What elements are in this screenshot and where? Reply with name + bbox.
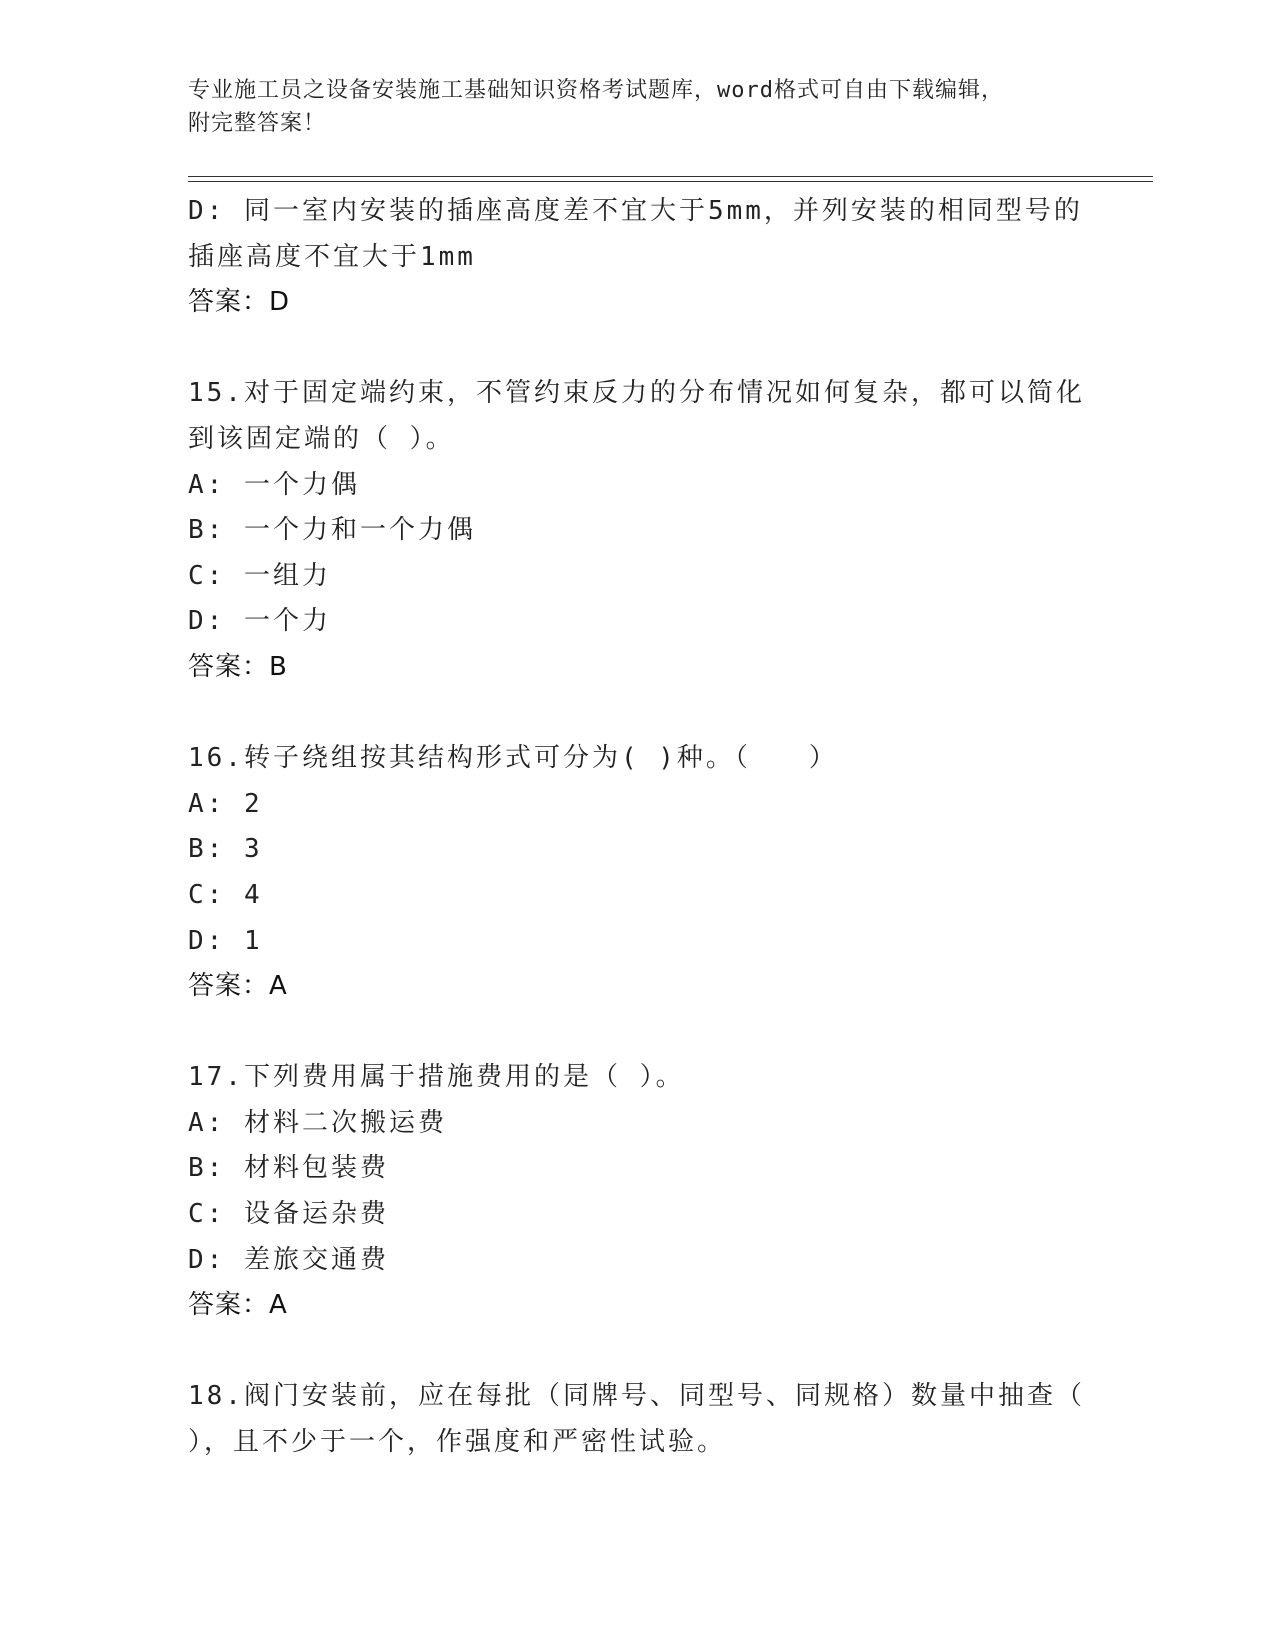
question-16-option-b: B: 3 [188, 834, 263, 865]
question-15 [188, 371, 1118, 690]
answer-17: 答案：A [188, 1290, 288, 1321]
question-17-option-d: D: 差旅交通费 [188, 1244, 389, 1275]
question-17-option-b: B: 材料包装费 [188, 1153, 389, 1184]
question-15-option-b: B: 一个力和一个力偶 [188, 515, 476, 546]
question-16-stem-line-1: 16.转子绕组按其结构形式可分为( )种。（ ） [188, 743, 838, 774]
header-line-2: 附完整答案！ [188, 111, 327, 136]
question-16-option-c: C: 4 [188, 879, 263, 910]
header-line-1: 专业施工员之设备安装施工基础知识资格考试题库，word格式可自由下载编辑， [188, 78, 1004, 103]
document-body [188, 189, 1118, 1466]
question-15-option-a: A: 一个力偶 [188, 469, 360, 500]
question-14-continued [188, 189, 1118, 326]
question-15-option-c: C: 一组力 [188, 560, 331, 591]
spacer [188, 1329, 1118, 1375]
question-18 [188, 1374, 1118, 1465]
question-16-option-a: A: 2 [188, 788, 263, 819]
question-17 [188, 1055, 1118, 1329]
spacer [188, 1010, 1118, 1056]
question-18-stem-line-2: ），且不少于一个，作强度和严密性试验。 [188, 1427, 727, 1458]
spacer [188, 691, 1118, 737]
answer-16: 答案：A [188, 971, 288, 1002]
header-divider [188, 176, 1153, 182]
option-d-line-1: D: 同一室内安装的插座高度差不宜大于5mm，并列安装的相同型号的 [188, 196, 1083, 226]
question-17-option-c: C: 设备运杂费 [188, 1199, 389, 1230]
question-15-stem-line-1: 15.对于固定端约束，不管约束反力的分布情况如何复杂，都可以简化 [188, 378, 1085, 409]
document-header [188, 74, 1068, 140]
question-17-stem-line-1: 17.下列费用属于措施费用的是（ ）。 [188, 1062, 685, 1093]
question-16-option-d: D: 1 [188, 925, 263, 956]
question-18-stem-line-1: 18.阀门安装前，应在每批（同牌号、同型号、同规格）数量中抽查（ [188, 1381, 1085, 1412]
answer-15: 答案：B [188, 651, 288, 682]
question-15-stem-line-2: 到该固定端的（ ）。 [188, 423, 455, 454]
answer-14: 答案：D [188, 287, 291, 318]
spacer [188, 326, 1118, 372]
question-16 [188, 736, 1118, 1010]
question-17-option-a: A: 材料二次搬运费 [188, 1107, 447, 1138]
question-15-option-d: D: 一个力 [188, 606, 331, 637]
option-d-line-2: 插座高度不宜大于1mm [188, 241, 476, 272]
